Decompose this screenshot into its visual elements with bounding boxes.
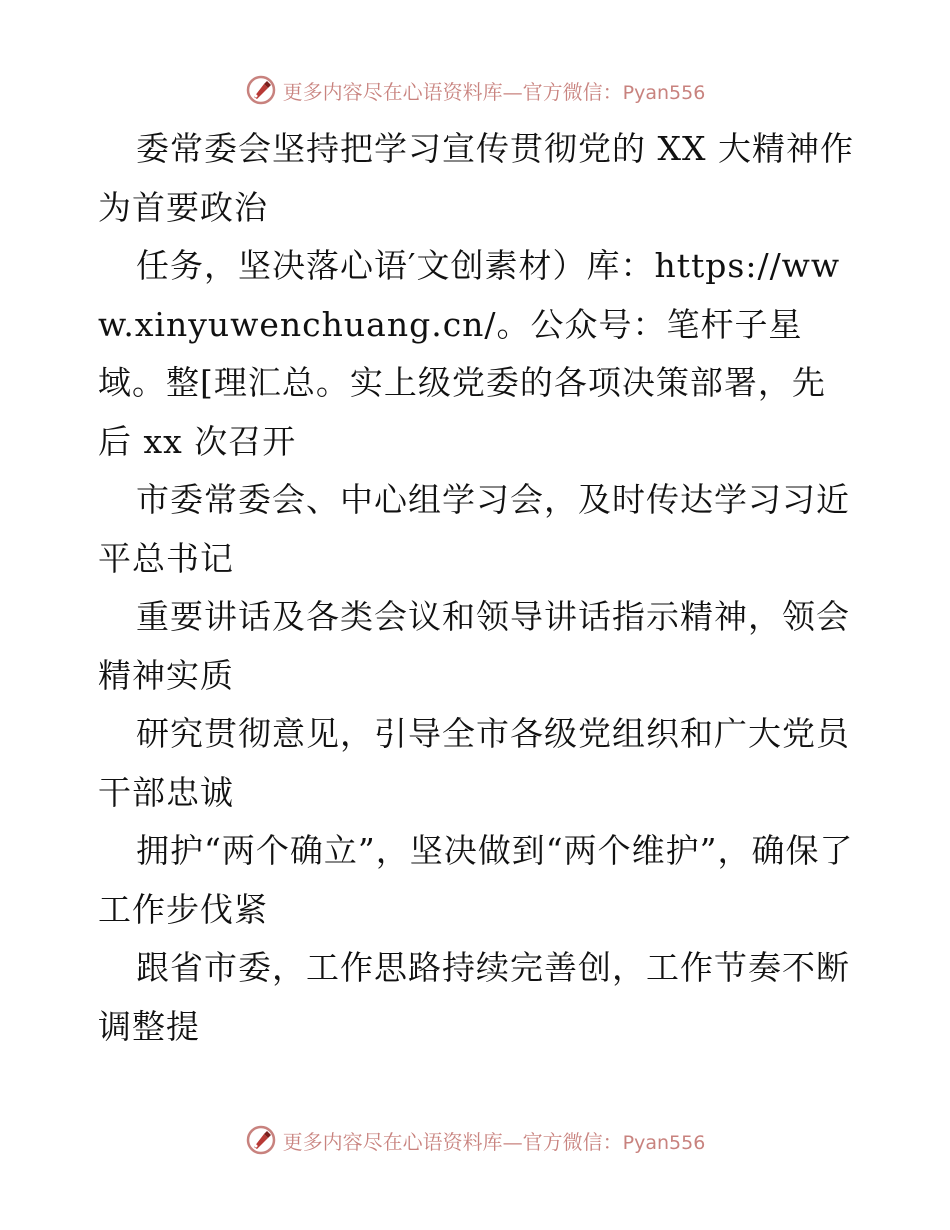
paragraph: 委常委会坚持把学习宣传贯彻党的 XX 大精神作为首要政治: [98, 129, 854, 227]
header-banner-text: 更多内容尽在心语资料库—官方微信：Pyan556: [282, 79, 706, 104]
paragraph: 研究贯彻意见，引导全市各级党组织和广大党员干部忠诚: [98, 714, 850, 812]
paragraph: 拥护“两个确立”，坚决做到“两个维护”，确保了工作步伐紧: [98, 831, 854, 929]
document-body: [98, 120, 858, 1056]
header-banner-account: Pyan556: [622, 81, 706, 104]
pen-nib-logo-icon: [245, 74, 277, 106]
pen-nib-logo-icon: [245, 1124, 277, 1156]
header-banner: [0, 70, 950, 110]
footer-banner-text: 更多内容尽在心语资料库—官方微信：Pyan556: [282, 1129, 706, 1154]
footer-banner: [0, 1120, 950, 1160]
paragraph: 市委常委会、中心组学习会，及时传达学习习近平总书记: [98, 480, 850, 578]
footer-banner-account: Pyan556: [622, 1131, 706, 1154]
paragraph: 任务，坚决落心语′文创素材）库：https://www.xinyuwenchuang.cn/。公众号：笔杆子星域。整[理汇总。实上级党委的各项决策部署，先后 xx 次召开: [98, 246, 841, 461]
paragraph: 跟省市委，工作思路持续完善创，工作节奏不断调整提: [98, 948, 850, 1046]
paragraph: 重要讲话及各类会议和领导讲话指示精神，领会精神实质: [98, 597, 850, 695]
